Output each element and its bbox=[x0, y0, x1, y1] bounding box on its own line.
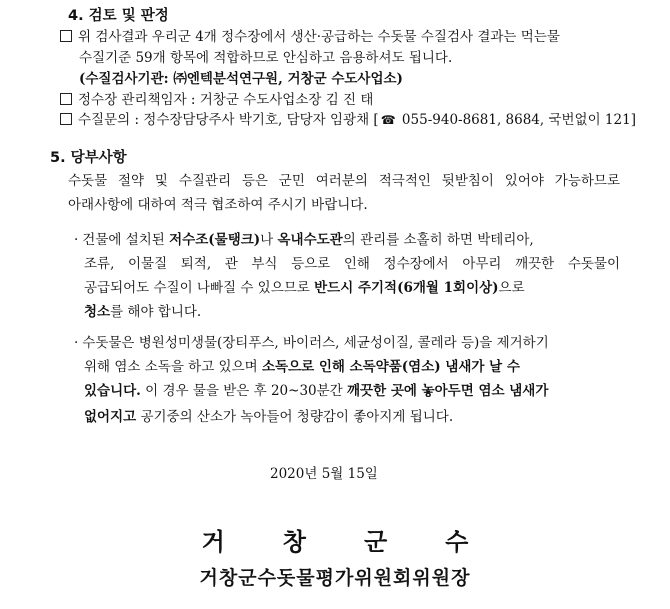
intro-line-1: 수돗물 절약 및 수질관리 등은 군민 여러분의 적극적인 뒷받침이 있어야 가능하므로 bbox=[68, 173, 620, 189]
signature-committee-chair: 거창군수돗물평가위원회위원장 bbox=[199, 567, 471, 589]
check-item-3: 수질문의 : 정수장담당주사 박기호, 담당자 임광채 [ ☎ 055-940-8681, 8684, 국번없이 121] bbox=[60, 108, 636, 128]
checkbox-icon bbox=[60, 113, 72, 125]
bullet-marker: · bbox=[74, 335, 79, 351]
checkbox-icon bbox=[60, 30, 72, 42]
document-date: 2020년 5월 15일 bbox=[270, 466, 378, 482]
signature-county-head: 거창군수 bbox=[201, 527, 527, 556]
bullet-1-line-3: 공급되어도 수질이 나빠질 수 있으므로 반드시 주기적(6개월 1회이상)으로 bbox=[84, 280, 525, 296]
bullet-marker: · bbox=[74, 232, 79, 248]
check-item-1-line-2: 수질기준 59개 항목에 적합하므로 안심하고 음용하셔도 됩니다. bbox=[79, 50, 453, 66]
check-item-1-line-1: 위 검사결과 우리군 4개 정수장에서 생산·공급하는 수돗물 수질검사 결과는 먹는물 bbox=[60, 25, 560, 45]
check-item-2: 정수장 관리책임자 : 거창군 수도사업소장 김 진 태 bbox=[60, 88, 373, 108]
checkbox-icon bbox=[60, 93, 72, 105]
bullet-2-line-2: 위해 염소 소독을 하고 있으며 소독으로 인해 소독약품(염소) 냄새가 날 수 bbox=[84, 359, 520, 375]
telephone-icon: ☎ bbox=[380, 113, 396, 127]
bullet-2-line-4: 없어지고 공기중의 산소가 녹아들어 청량감이 좋아지게 됩니다. bbox=[84, 409, 454, 425]
bullet-2-line-1: · 수돗물은 병원성미생물(장티푸스, 바이러스, 세균성이질, 콜레라 등)을 제거하기 bbox=[74, 335, 549, 351]
check-item-1-line-3: (수질검사기관: ㈜엔텍분석연구원, 거창군 수도사업소) bbox=[79, 71, 403, 87]
intro-line-2: 아래사항에 대하여 적극 협조하여 주시기 바랍니다. bbox=[68, 197, 368, 213]
bullet-1-line-1: · 건물에 설치된 저수조(물탱크)나 옥내수도관의 관리를 소홀히 하면 박테리아, bbox=[74, 232, 534, 248]
bullet-1-line-2: 조류, 이물질 퇴적, 관 부식 등으로 인해 정수장에서 아무리 깨끗한 수돗물이 bbox=[84, 256, 620, 272]
bullet-2-line-3: 있습니다. 이 경우 물을 받은 후 20~30분간 깨끗한 곳에 놓아두면 염소 냄새가 bbox=[84, 383, 549, 399]
section-4-heading: 4. 검토 및 판정 bbox=[68, 8, 169, 24]
section-5-heading: 5. 당부사항 bbox=[50, 150, 127, 166]
bullet-1-line-4: 청소를 해야 합니다. bbox=[84, 304, 202, 320]
